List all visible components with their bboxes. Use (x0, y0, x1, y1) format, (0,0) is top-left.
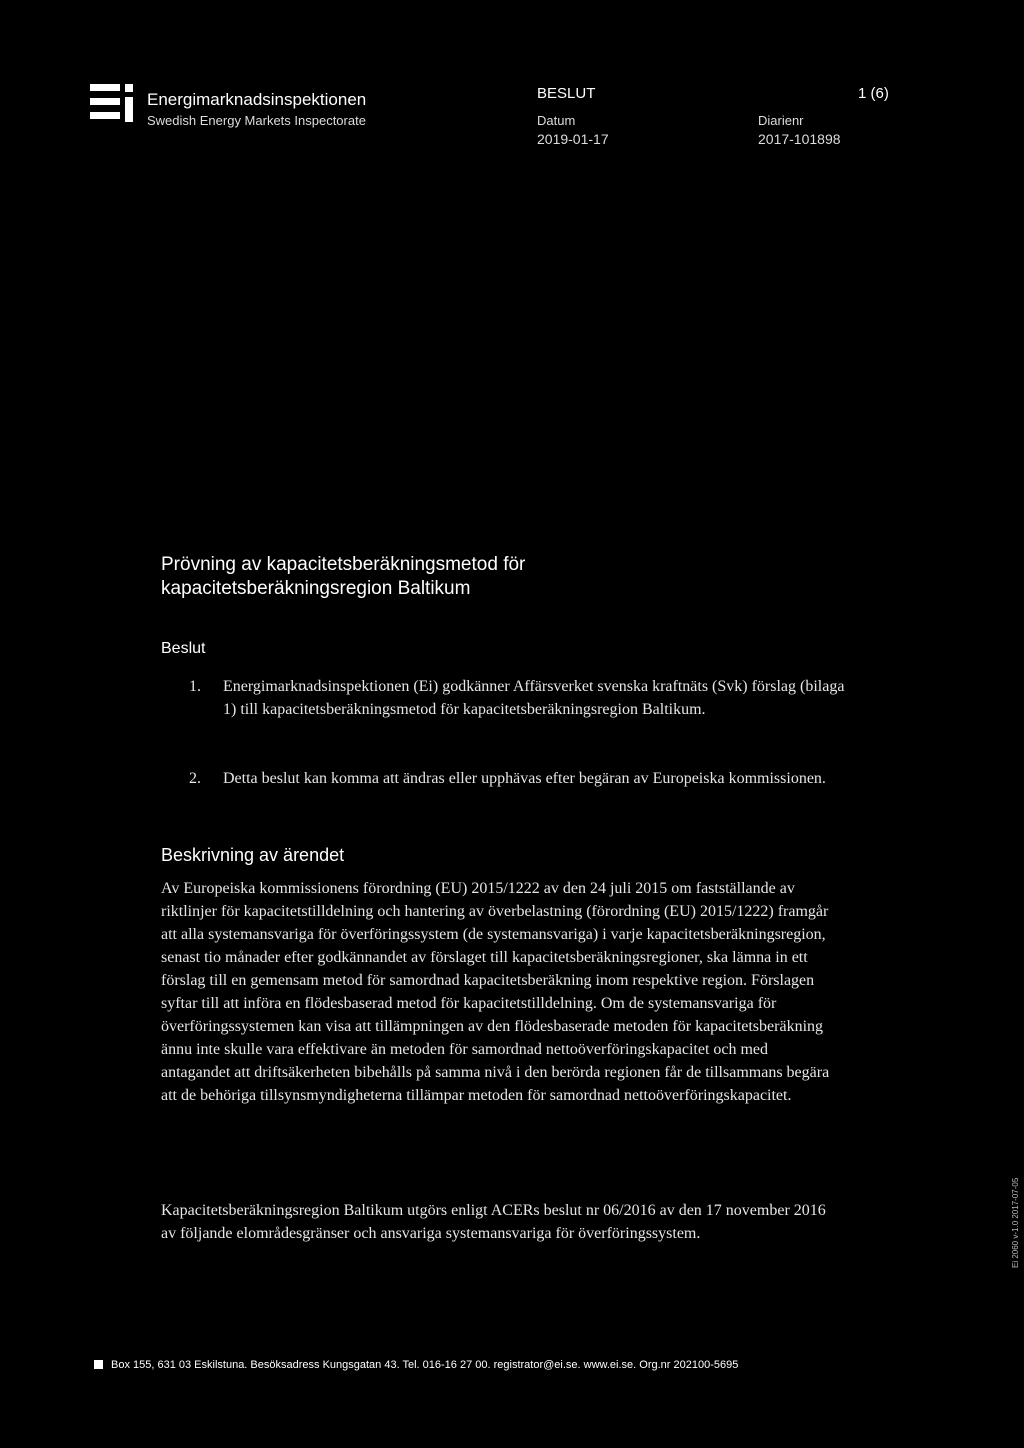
description-paragraph: Kapacitetsberäkningsregion Baltikum utgörs enligt ACERs beslut nr 06/2016 av den 17 november 2016 av följande elområdesgränser och ansvariga systemansvariga för överföringssystem. (161, 1202, 826, 1242)
decision-item-number: 2. (189, 770, 201, 787)
description-paragraph: Av Europeiska kommissionens förordning (EU) 2015/1222 av den 24 juli 2015 om fastställande av riktlinjer för kapacitetstilldelning och hantering av överbelastning (förordning (EU) 2015/1222) framgår att alla systemansvariga för överföringssystem (de systemansvariga) i varje kapacitetsberäkningsregion, senast tio månader efter godkännandet av förslaget till kapacitetsberäkningsregioner, ska lämna in ett förslag till en gemensam metod för samordnad kapacitetsberäkning inom respektive region. Förslagen syftar till att införa en flödesbaserad metod för kapacitetstilldelning. Om de systemansvariga för överföringssystemen kan visa att tillämpningen av den flödesbaserade metoden för kapacitetsberäkning ännu inte skulle vara effektivare än metoden för samordnad nettoöverföringskapacitet och med antagandet att driftsäkerheten bibehålls på samma nivå i den berörda regionen får de tillsammans begära att de behöriga tillsynsmyndigheterna tillämpar metoden för samordnad nettoöverföringskapacitet. (161, 880, 830, 1104)
decision-item-text: Detta beslut kan komma att ändras eller upphävas efter begäran av Europeiska kommissionen. (223, 770, 826, 787)
org-name: Energimarknadsinspektionen (147, 90, 367, 109)
ei-logo (90, 84, 136, 126)
footer (94, 1359, 738, 1371)
date-value: 2019-01-17 (537, 131, 609, 147)
doc-type: BESLUT (537, 85, 596, 102)
document-title: Prövning av kapacitetsberäkningsmetod för kapacitetsberäkningsregion Baltikum (161, 554, 526, 599)
description-heading: Beskrivning av ärendet (161, 845, 345, 865)
dnr-value: 2017-101898 (758, 131, 841, 147)
org-name-english: Swedish Energy Markets Inspectorate (147, 113, 366, 128)
date-label: Datum (537, 113, 576, 128)
decision-item-number: 1. (189, 678, 201, 695)
decision-heading: Beslut (161, 640, 206, 657)
form-version-text: Ei 2060 v-1.0 2017-07-05 (1011, 1177, 1020, 1268)
footer-text: Box 155, 631 03 Eskilstuna. Besöksadress Kungsgatan 43. Tel. 016-16 27 00. registrator@ei.se. www.ei.se. Org.nr 202100-5695 (111, 1359, 739, 1371)
footer-square-icon (94, 1360, 103, 1369)
dnr-label: Diarienr (758, 113, 804, 128)
page-number: 1 (6) (858, 85, 889, 102)
decision-item-text: Energimarknadsinspektionen (Ei) godkänner Affärsverket svenska kraftnäts (Svk) förslag (bilaga 1) till kapacitetsberäkningsmetod för kapacitetsberäkningsregion Baltikum. (223, 678, 845, 718)
